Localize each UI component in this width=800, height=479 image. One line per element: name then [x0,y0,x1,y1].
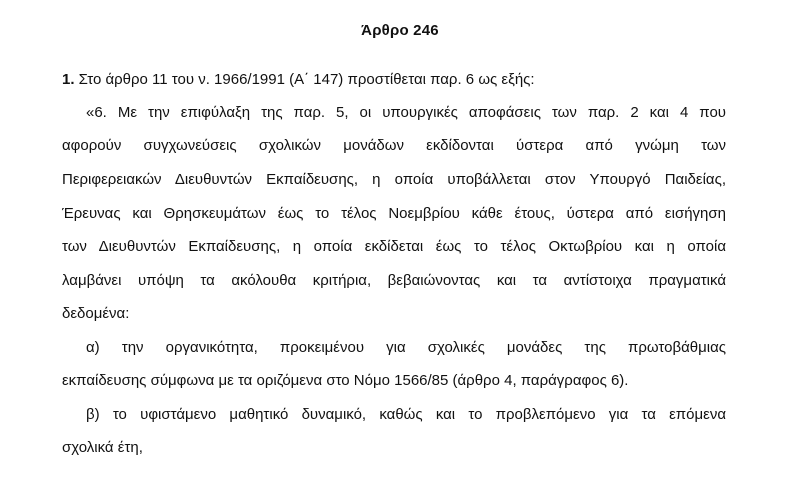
quote-line-4: Έρευνας και Θρησκευμάτων έως το τέλος Νοεμβρίου κάθε έτους, ύστερα από εισήγηση [62,205,726,222]
paragraph-number: 1. [62,71,75,88]
quote-line-2: αφορούν συγχωνεύσεις σχολικών μονάδων εκδίδονται ύστερα από γνώμη των [62,137,726,154]
quote-line-5: των Διευθυντών Εκπαίδευσης, η οποία εκδίδεται έως το τέλος Οκτωβρίου και η οποία [62,238,726,255]
item-b-line-1: β) το υφιστάμενο μαθητικό δυναμικό, καθώς και το προβλεπόμενο για τα επόμενα [86,406,726,423]
quote-line-3: Περιφερειακών Διευθυντών Εκπαίδευσης, η οποία υποβάλλεται στον Υπουργό Παιδείας, [62,171,726,188]
item-b-line-2: σχολικά έτη, [62,439,143,456]
paragraph-1-text: Στο άρθρο 11 του ν. 1966/1991 (Α΄ 147) προστίθεται παρ. 6 ως εξής: [74,71,535,88]
paragraph-1 [62,71,535,89]
item-a-line-1: α) την οργανικότητα, προκειμένου για σχολικές μονάδες της πρωτοβάθμιας [86,339,726,356]
article-title: Άρθρο 246 [361,22,439,39]
item-a-line-2: εκπαίδευσης σύμφωνα με τα οριζόμενα στο Νόμο 1566/85 (άρθρο 4, παράγραφος 6). [62,372,629,389]
quote-line-7: δεδομένα: [62,305,130,322]
quote-line-1: «6. Με την επιφύλαξη της παρ. 5, οι υπουργικές αποφάσεις των παρ. 2 και 4 που [86,104,726,121]
quote-line-6: λαμβάνει υπόψη τα ακόλουθα κριτήρια, βεβαιώνοντας και τα αντίστοιχα πραγματικά [62,272,726,289]
